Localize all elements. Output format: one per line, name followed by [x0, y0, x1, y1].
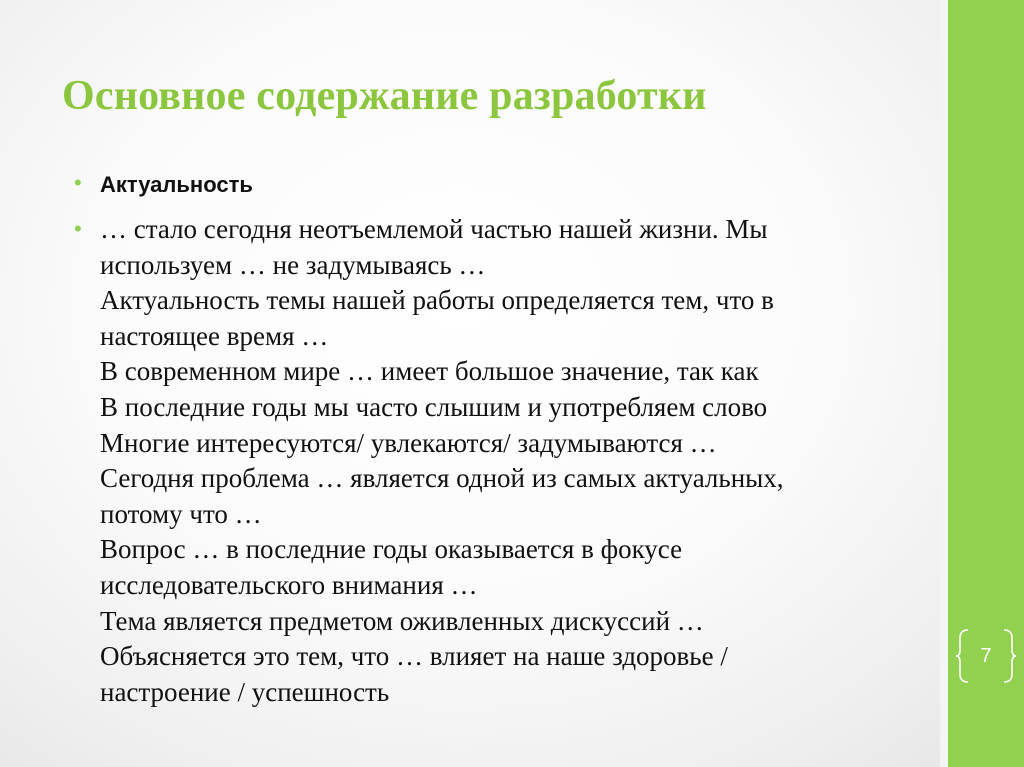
bullet-item-heading — [72, 166, 932, 204]
slide-number-frame — [956, 628, 1016, 684]
body-line: настоящее время … — [100, 320, 329, 351]
body-line: потому что … — [100, 498, 262, 529]
body-line: Актуальность темы нашей работы определяется тем, что в — [100, 285, 774, 316]
bullet-item-body — [72, 212, 932, 710]
bullet-dot-icon: • — [74, 216, 82, 241]
body-line: настроение / успешность — [100, 676, 390, 707]
bullet-body-text — [100, 212, 932, 710]
bullet-list — [72, 166, 932, 710]
side-bar-gap — [940, 0, 948, 767]
body-line: В современном мире … имеет большое значение, так как — [100, 356, 759, 387]
slide-number: 7 — [980, 645, 992, 667]
body-line: используем … не задумываясь … — [100, 249, 486, 280]
bullet-dot-icon: • — [74, 170, 82, 195]
body-line: Вопрос … в последние годы оказывается в фокусе — [100, 534, 683, 565]
body-line: Многие интересуются/ увлекаются/ задумываются … — [100, 427, 717, 458]
slide-title: Основное содержание разработки — [62, 73, 707, 119]
bullet-heading: Актуальность — [100, 172, 253, 197]
body-line: Объясняется это тем, что … влияет на наше здоровье / — [100, 641, 728, 672]
body-line: исследовательского внимания … — [100, 569, 478, 600]
body-line: Тема является предметом оживленных дискуссий … — [100, 605, 704, 636]
body-line: В последние годы мы часто слышим и употребляем слово — [100, 391, 768, 422]
body-line: Сегодня проблема … является одной из самых актуальных, — [100, 463, 784, 494]
body-line: … стало сегодня неотъемлемой частью нашей жизни. Мы — [100, 214, 768, 244]
